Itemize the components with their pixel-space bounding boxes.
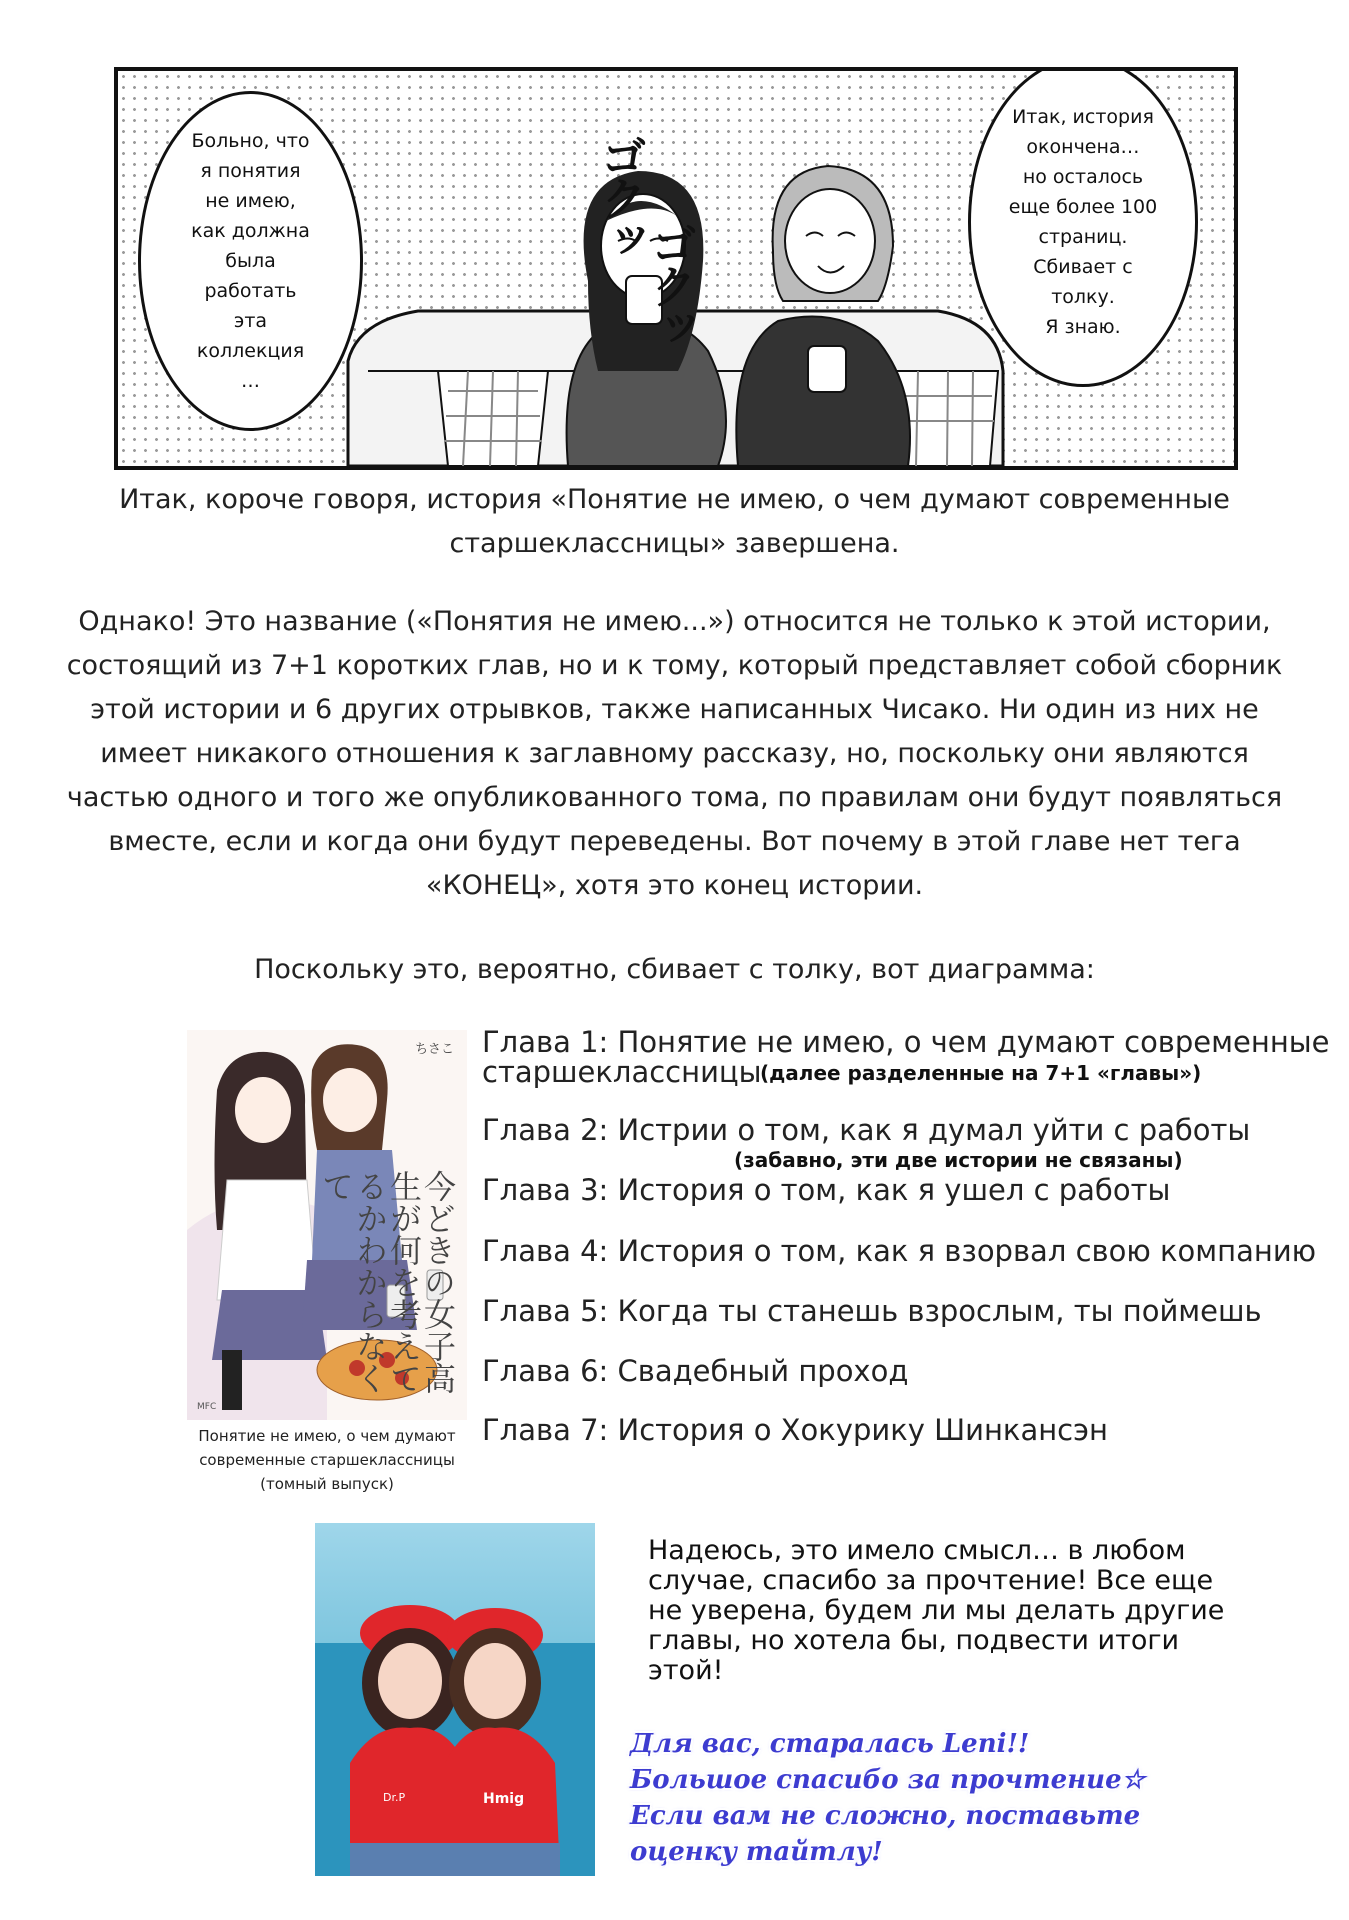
cover-caption: Понятие не имею, о чем думают современные старшеклассницы (томный выпуск) bbox=[198, 1427, 456, 1493]
photo-image bbox=[315, 1523, 595, 1876]
intro-paragraph: Итак, короче говоря, история «Понятие не имею, о чем думают современные старшеклассницы» завершена. bbox=[119, 484, 1230, 559]
chapter-item: Глава 6: Свадебный проход bbox=[482, 1354, 909, 1388]
cover-publisher: MFC bbox=[197, 1402, 217, 1412]
sound-effect: ゴクッ bbox=[594, 133, 648, 259]
photo-art bbox=[315, 1523, 595, 1876]
chapter-item: Глава 4: История о том, как я взорвал свою компанию bbox=[482, 1234, 1317, 1268]
manga-panel bbox=[114, 67, 1238, 470]
chapter-note: (далее разделенные на 7+1 «главы») bbox=[760, 1061, 1202, 1085]
chapter-item: Глава 2: Истрии о том, как я думал уйти с работы bbox=[482, 1113, 1251, 1147]
shirt-text: Dr.P bbox=[383, 1791, 406, 1804]
chapter-item: Глава 7: История о Хокурику Шинкансэн bbox=[482, 1413, 1108, 1447]
explanation-paragraph: Однако! Это название («Понятия не имею...») относится не только к этой истории, состоящий из 7+1 коротких глав, но и к тому, который представляет собой сборник этой истории и 6 других отрывков, также написанных Чисако. Ни один из них не имеет никакого отношения к заглавному рассказу, но, поскольку они являются частью одного и того же опубликованного тома, по правилам они будут появляться вместе, если и когда они будут переведены. Вот почему в этой главе нет тега «КОНЕЦ», хотя это конец истории. bbox=[66, 606, 1283, 901]
cover-author: ちさこ bbox=[415, 1042, 455, 1057]
cover-title-jp: 今どきの女子高生が何を考えてるかわからなくて bbox=[317, 1170, 457, 1394]
translator-credit: Для вас, старалась Leni!! Большое спасибо за прочтение☆ Если вам не сложно, поставьте оценку тайтлу! bbox=[630, 1729, 1145, 1867]
chapter-note: (забавно, эти две истории не связаны) bbox=[734, 1148, 1183, 1172]
chapter-item: Глава 3: История о том, как я ушел с работы bbox=[482, 1173, 1171, 1207]
closing-paragraph: Надеюсь, это имело смысл… в любом случае, спасибо за прочтение! Все еще не уверена, будем ли мы делать другие главы, но хотела бы, подвести итоги этой! bbox=[648, 1535, 1225, 1686]
book-cover-image bbox=[187, 1030, 467, 1420]
chapter-item: Глава 1: Понятие не имею, о чем думают современные bbox=[482, 1025, 1330, 1059]
chapter-item: Глава 5: Когда ты станешь взрослым, ты поймешь bbox=[482, 1294, 1262, 1328]
sound-effect: ゴクッ bbox=[644, 221, 698, 347]
right-speech-bubble: Итак, история окончена… но осталось еще более 100 страниц. Сбивает с толку. Я знаю. bbox=[968, 67, 1198, 387]
left-speech-bubble: Больно, что я понятия не имею, как должна была работать эта коллекция … bbox=[138, 91, 363, 431]
diagram-intro: Поскольку это, вероятно, сбивает с толку, вот диаграмма: bbox=[254, 954, 1095, 985]
shirt-text: Hmig bbox=[483, 1791, 525, 1807]
chapter-item-continued: старшеклассницы bbox=[482, 1055, 762, 1089]
